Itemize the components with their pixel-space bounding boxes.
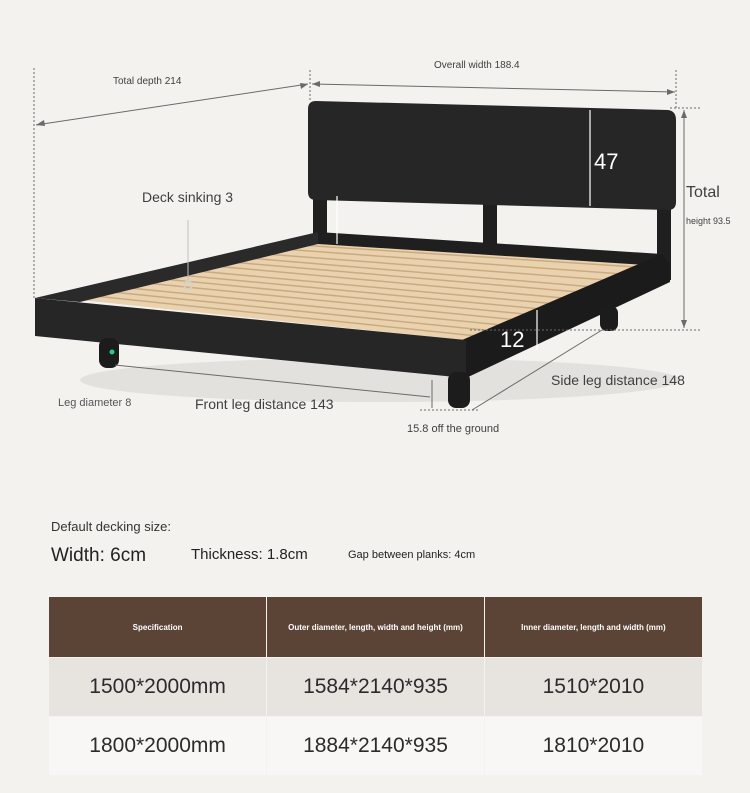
decking-thickness: Thickness: 1.8cm xyxy=(191,546,308,563)
header-specification: Specification xyxy=(49,597,267,658)
decking-width: Width: 6cm xyxy=(51,545,147,566)
label-total-height-title: Total xyxy=(686,184,720,201)
label-side-leg-distance: Side leg distance 148 xyxy=(551,372,685,388)
leg-diameter-marker xyxy=(110,350,115,355)
label-front-leg-distance: Front leg distance 143 xyxy=(195,396,334,412)
header-outer-dimensions: Outer diameter, length, width and height (mm) xyxy=(267,597,485,658)
decking-gap: Gap between planks: 4cm xyxy=(348,549,476,561)
table-row xyxy=(49,658,702,717)
cell-outer: 1884*2140*935 xyxy=(267,717,485,776)
label-deck-sinking: Deck sinking 3 xyxy=(142,189,234,205)
leg-front-right xyxy=(448,372,470,408)
label-total-depth: Total depth 214 xyxy=(113,76,182,87)
cell-outer: 1584*2140*935 xyxy=(267,658,485,717)
label-frame-height: 12 xyxy=(500,327,525,352)
cell-spec: 1500*2000mm xyxy=(49,658,267,717)
header-inner-dimensions: Inner diameter, length and width (mm) xyxy=(484,597,702,658)
label-overall-width: Overall width 188.4 xyxy=(434,60,520,71)
cell-inner: 1510*2010 xyxy=(484,658,702,717)
label-lower-edge: 20.8(lower edge to decking) xyxy=(345,212,457,222)
cell-inner: 1810*2010 xyxy=(484,717,702,776)
table-row xyxy=(49,717,702,776)
leg-back-right xyxy=(600,306,618,331)
decking-title: Default decking size: xyxy=(51,519,171,534)
label-ground-clearance: 15.8 off the ground xyxy=(407,423,500,435)
spec-table xyxy=(49,597,702,775)
label-leg-diameter: Leg diameter 8 xyxy=(58,397,132,409)
spec-table-header-row xyxy=(49,597,702,658)
headboard-panel xyxy=(308,101,676,210)
label-headboard-height: 47 xyxy=(594,149,619,174)
cell-spec: 1800*2000mm xyxy=(49,717,267,776)
label-total-height-value: height 93.5 xyxy=(686,216,731,226)
leg-front-left xyxy=(99,338,119,368)
